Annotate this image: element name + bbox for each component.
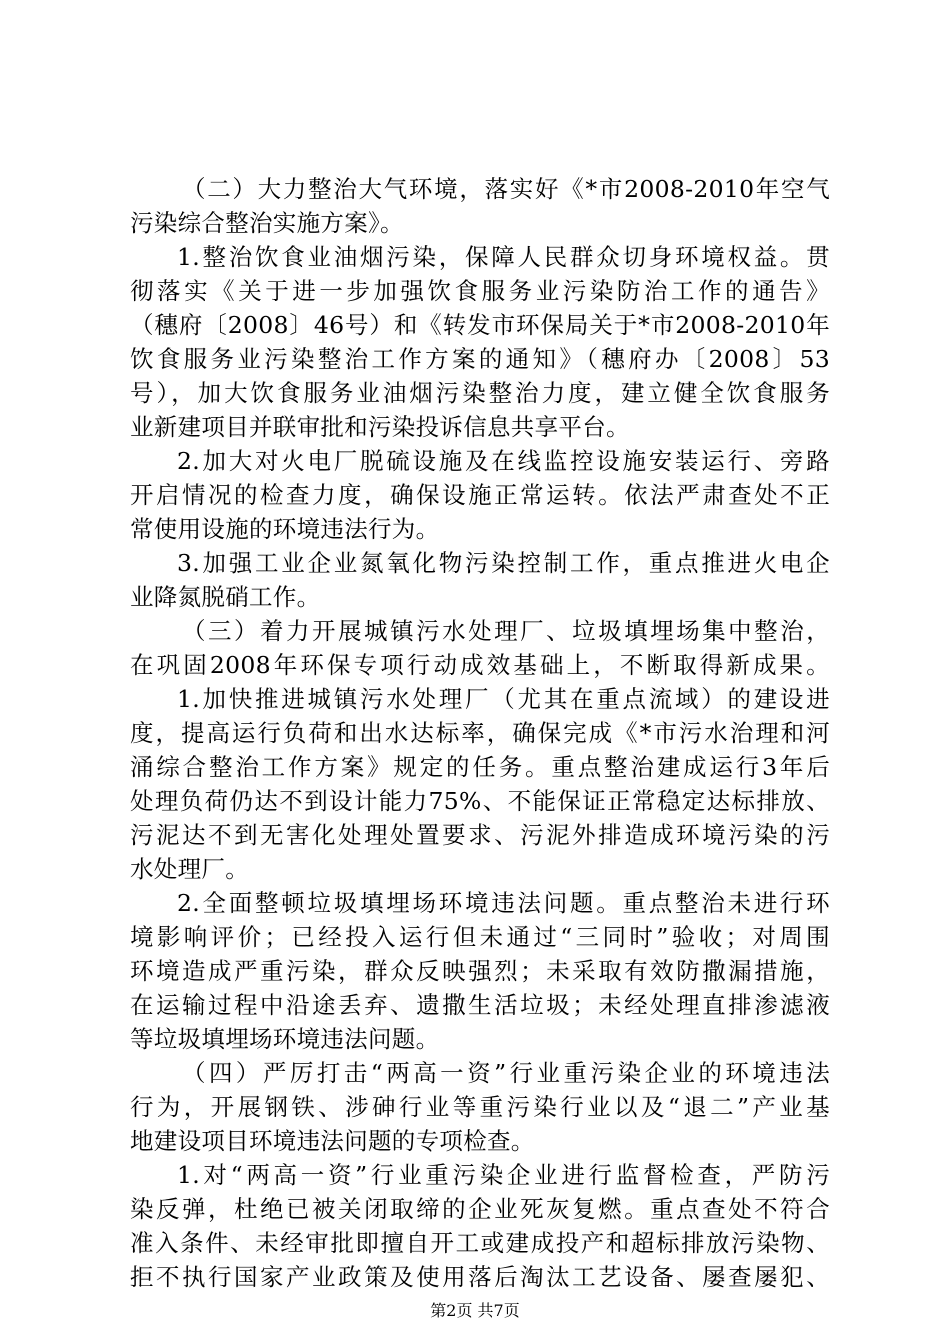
paragraph-line: 等垃圾填埋场环境违法问题。: [130, 1025, 440, 1053]
document-body: [130, 172, 830, 1294]
paragraph-line: 地建设项目环境违法问题的专项检查。: [130, 1127, 535, 1155]
paragraph-line: 1.对“两高一资”行业重污染企业进行监督检查，严防污: [177, 1161, 830, 1189]
paragraph-line: 污泥达不到无害化处理处置要求、污泥外排造成环境污染的污: [130, 821, 830, 849]
paragraph-line: 水处理厂。: [130, 855, 249, 883]
paragraph-line: 污染综合整治实施方案》。: [130, 209, 404, 237]
paragraph-line: 饮食服务业污染整治工作方案的通知》（穗府办〔2008〕53: [130, 345, 830, 373]
paragraph-line: 3.加强工业企业氮氧化物污染控制工作，重点推进火电企: [177, 549, 830, 577]
paragraph-line: 度，提高运行负荷和出水达标率，确保完成《*市污水治理和河: [130, 719, 830, 747]
paragraph-line: 开启情况的检查力度，确保设施正常运转。依法严肃查处不正: [130, 481, 830, 509]
paragraph-line: 拒不执行国家产业政策及使用落后淘汰工艺设备、屡查屡犯、: [130, 1263, 830, 1291]
section-heading: （三）着力开展城镇污水处理厂、垃圾填埋场集中整治，: [182, 617, 830, 645]
paragraph-line: 行为，开展钢铁、涉砷行业等重污染行业以及“退二”产业基: [130, 1093, 830, 1121]
paragraph-line: 涌综合整治工作方案》规定的任务。重点整治建成运行3年后: [130, 753, 830, 781]
paragraph-line: 准入条件、未经审批即擅自开工或建成投产和超标排放污染物、: [130, 1229, 830, 1257]
paragraph-line: 染反弹，杜绝已被关闭取缔的企业死灰复燃。重点查处不符合: [130, 1195, 830, 1223]
paragraph-line: 2.全面整顿垃圾填埋场环境违法问题。重点整治未进行环: [177, 889, 830, 917]
paragraph-line: 1.加快推进城镇污水处理厂（尤其在重点流域）的建设进: [177, 685, 830, 713]
paragraph-line: 常使用设施的环境违法行为。: [130, 515, 440, 543]
paragraph-line: 2.加大对火电厂脱硫设施及在线监控设施安装运行、旁路: [177, 447, 830, 475]
paragraph-line: 业降氮脱硝工作。: [130, 583, 321, 611]
paragraph-line: 在巩固2008年环保专项行动成效基础上，不断取得新成果。: [130, 651, 830, 679]
paragraph-line: 彻落实《关于进一步加强饮食服务业污染防治工作的通告》: [130, 277, 830, 305]
paragraph-line: 业新建项目并联审批和污染投诉信息共享平台。: [130, 413, 630, 441]
section-heading: （二）大力整治大气环境，落实好《*市2008-2010年空气: [182, 175, 830, 203]
paragraph-line: 1.整治饮食业油烟污染，保障人民群众切身环境权益。贯: [177, 243, 830, 271]
paragraph-line: 号），加大饮食服务业油烟污染整治力度，建立健全饮食服务: [130, 379, 830, 407]
paragraph-line: 境影响评价；已经投入运行但未通过“三同时”验收；对周围: [130, 923, 830, 951]
section-heading: （四）严厉打击“两高一资”行业重污染企业的环境违法: [182, 1059, 830, 1087]
paragraph-line: （穗府〔2008〕46号）和《转发市环保局关于*市2008-2010年: [130, 311, 830, 339]
paragraph-line: 处理负荷仍达不到设计能力75%、不能保证正常稳定达标排放、: [130, 787, 830, 815]
paragraph-line: 在运输过程中沿途丢弃、遗撒生活垃圾；未经处理直排渗滤液: [130, 991, 830, 1019]
page-number-footer: 第2页 共7页: [430, 1301, 520, 1320]
paragraph-line: 环境造成严重污染，群众反映强烈；未采取有效防撒漏措施，: [130, 957, 830, 985]
